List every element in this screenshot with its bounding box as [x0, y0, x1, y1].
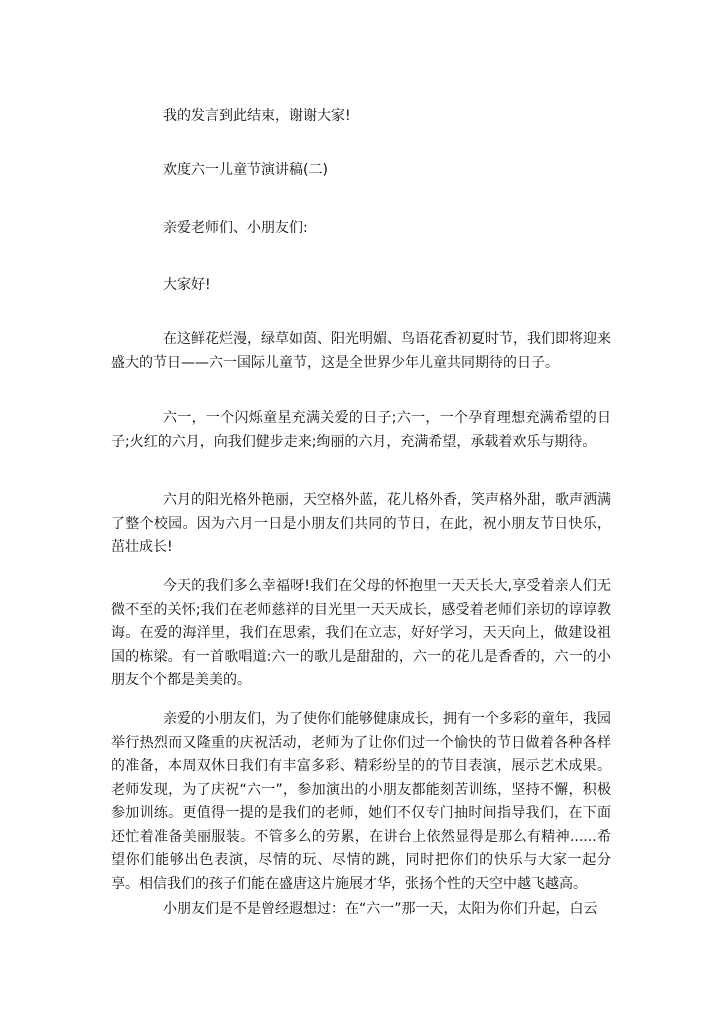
greeting: 大家好!: [163, 277, 211, 293]
paragraph-6: 小朋友们是不是曾经遐想过：在“六一”那一天，太阳为你们升起，白云: [163, 901, 598, 917]
paragraph-4: 今天的我们多么幸福呀!我们在父母的怀抱里一天天长大,享受着亲人们无微不至的关怀;我们在老师慈祥的目光里一天天成长，感受着老师们亲切的谆谆教诲。在爱的海洋里，我们在思索，我们在立志，好好学习，天天向上，做建设祖国的栋梁。有一首歌唱道:六一的歌儿是甜甜的，六一的花儿是香香的，六一的小朋友个个都是美美的。: [111, 578, 611, 688]
paragraph-3: 六月的阳光格外艳丽，天空格外蓝，花儿格外香，笑声格外甜，歌声洒满了整个校园。因为六月一日是小朋友们共同的节日，在此，祝小朋友节日快乐，茁壮成长!: [111, 492, 611, 555]
section-title: 欢度六一儿童节演讲稿(二): [163, 162, 328, 178]
closing-line: 我的发言到此结束，谢谢大家!: [163, 108, 351, 124]
paragraph-2: 六一，一个闪烁童星充满关爱的日子;六一，一个孕育理想充满希望的日子;火红的六月，向我们健步走来;绚丽的六月，充满希望，承载着欢乐与期待。: [111, 410, 611, 450]
paragraph-1: 在这鲜花烂漫，绿草如茵、阳光明媚、鸟语花香初夏时节，我们即将迎来盛大的节日——六一国际儿童节，这是全世界少年儿童共同期待的日子。: [111, 331, 611, 371]
salutation: 亲爱老师们、小朋友们:: [163, 220, 308, 236]
paragraph-5: 亲爱的小朋友们，为了使你们能够健康成长，拥有一个多彩的童年，我园举行热烈而又隆重的庆祝活动，老师为了让你们过一个愉快的节日做着各种各样的准备，本周双休日我们有丰富多彩、精彩纷呈的的节目表演，展示艺术成果。老师发现，为了庆祝“六一”，参加演出的小朋友都能刻苦训练，坚持不懈，积极参加训练。更值得一提的是我们的老师，她们不仅专门抽时间指导我们，在下面还忙着准备美丽服装。不管多么的劳累，在讲台上依然显得是那么有精神......希望你们能够出色表演，尽情的玩、尽情的跳，同时把你们的快乐与大家一起分享。相信我们的孩子们能在盛唐这片施展才华，张扬个性的天空中越飞越高。: [111, 711, 611, 892]
